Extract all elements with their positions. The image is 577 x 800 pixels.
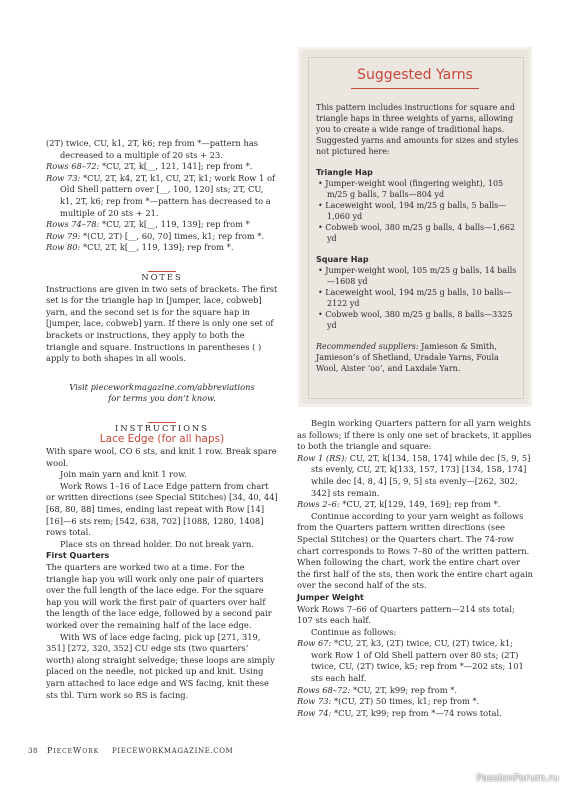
bullet-icon: • — [318, 266, 323, 275]
bullet-icon: • — [318, 179, 323, 188]
paragraph: Work Rows 1–16 of Lace Edge pattern from chart or written directions (see Special Stitches) [34, 40, 44] [68, 80, 88] times, ending last repeat with Row [14] [16]—6 sts rem; [542, 638, 702] [1088, 1280, 1408] rows total. — [46, 480, 278, 538]
list-item: • Laceweight wool, 194 m/25 g balls, 5 balls—1,060 yd — [318, 201, 507, 221]
sidebar-title-rule — [351, 88, 479, 89]
row-instruction: Row 80: *CU, 2T, k[__, 119, 139]; rep from *. — [46, 242, 234, 253]
page-number: 38 — [28, 747, 39, 755]
list-item: • Cobweb wool, 380 m/25 g balls, 8 balls—3325 yd — [318, 310, 513, 330]
paragraph: The quarters are worked two at a time. For the triangle hap you will work only one pair of quarters over the full length of the lace edge. For the square hap you will work the first pair of quarters over half the length of the lace edge, followed by a second pair worked over the remaining half of the lace edge. — [46, 562, 272, 630]
notes-text: Instructions are given in two sets of brackets. The first set is for the triangle hap in [jumper, lace, cobweb] yarn, and the second set is for the square hap in [jumper, lace, cobweb] yarn. If there is only one set of brackets or instructions, they apply to both the triangle and square. Instructions in parentheses ( ) apply to both shapes in all wools. — [46, 283, 278, 364]
first-quarters-heading: First Quarters — [46, 551, 110, 561]
list-item: • Cobweb wool, 380 m/25 g balls, 4 balls—1,662 yd — [318, 223, 516, 243]
continued-row-text: (2T) twice, CU, k1, 2T, k6; rep from *—pattern has decreased to a multiple of 20 sts + 23. — [46, 138, 259, 160]
triangle-hap-heading: Triangle Hap — [316, 168, 373, 177]
paragraph: Continue according to your yarn weight as follows from the Quarters pattern written directions (see Special Stitches) or the Quarters chart. The 74-row chart corresponds to Rows 7–80 of the written pattern. When following the chart, work the entire chart over the first half of the sts, then work the entire chart again over the second half of the sts. — [297, 510, 534, 591]
magazine-name: PieceWork — [46, 746, 100, 755]
paragraph: Place sts on thread holder. Do not break yarn. — [60, 538, 254, 549]
notes-heading: NOTES — [141, 271, 183, 282]
row-instruction: Rows 2–6: *CU, 2T, k[129, 149, 169]; rep from *. — [297, 499, 501, 510]
right-column — [297, 418, 533, 719]
paragraph: With WS of lace edge facing, pick up [271, 319, 351] [272, 320, 352] CU edge sts (two quarters’ worth) along straight selvedge; these loops are simply placed on the needle, not picked up and knit. Using yarn attached to lace edge and WS facing, knit these sts tbl. Turn work so RS is facing. — [46, 631, 275, 700]
paragraph: Continue as follows: — [311, 626, 397, 637]
abbreviations-note: Visit pieceworkmagazine.com/abbreviations for terms you don’t know. — [69, 381, 255, 404]
watermark: PassionForum.ru — [476, 773, 559, 784]
magazine-url: PIECEWORKMAGAZINE.COM — [112, 747, 234, 755]
row-instruction: Row 73: *(CU, 2T) 50 times, k1; rep from *. — [297, 696, 480, 707]
row-instruction: Rows 68–72: *CU, 2T, k[__, 121, 141]; rep from *. — [46, 161, 253, 172]
paragraph: Join main yarn and knit 1 row. — [60, 469, 187, 480]
bullet-icon: • — [318, 288, 323, 297]
row-instruction: Row 79: *(CU, 2T) [__, 60, 70] times, k1; rep from *. — [46, 230, 265, 241]
row-instruction: Row 67: *CU, 2T, k3, (2T) twice, CU, (2T) twice, k1; work Row 1 of Old Shell pattern over 80 sts; (2T) twice, CU, (2T) twice, k5; rep from *—202 sts; 101 sts each half. — [297, 638, 524, 684]
sidebar-body — [316, 102, 520, 374]
instructions-heading: INSTRUCTIONS — [115, 422, 209, 433]
bullet-icon: • — [318, 201, 323, 210]
lace-edge-heading: Lace Edge (for all haps) — [99, 433, 225, 446]
row-instruction: Rows 74–78: *CU, 2T, k[__, 119, 139]; rep from * — [46, 219, 250, 230]
row-instruction: Row 73: *CU, 2T, k4, 2T, k1, CU, 2T, k1; work Row 1 of Old Shell pattern over [__, 100, 120] sts; 2T, CU, k1, 2T, k6; rep from *—pattern has decreased to a multiple of 20 sts + 21. — [46, 172, 276, 218]
left-column — [46, 138, 278, 701]
list-item: • Jumper-weight wool, 105 m/25 g balls, 14 balls—1608 yd — [318, 266, 517, 286]
recommended-suppliers: Recommended suppliers: Jamieson & Smith, Jamieson’s of Shetland, Uradale Yarns, Foula Wool, Aister ‘oo’, and Laxdale Yarn. — [316, 342, 499, 373]
bullet-icon: • — [318, 223, 323, 232]
bullet-icon: • — [318, 310, 323, 319]
row-instruction: Rows 68–72: *CU, 2T, k99; rep from *. — [297, 684, 457, 695]
paragraph: Begin working Quarters pattern for all yarn weights as follows; if there is only one set of brackets, it applies to both the triangle and square: — [297, 418, 532, 452]
paragraph: Work Rows 7–66 of Quarters pattern—214 sts total; 107 sts each half. — [297, 603, 515, 626]
square-hap-heading: Square Hap — [316, 255, 369, 264]
jumper-weight-heading: Jumper Weight — [297, 592, 364, 602]
page-footer — [28, 746, 233, 755]
sidebar-intro: This pattern includes instructions for square and triangle haps in three weights of yarns, allowing you to create a wide range of traditional haps. Suggested yarns and amounts for sizes and styles not pictured here: — [316, 103, 519, 156]
suggested-yarns-sidebar — [298, 47, 532, 407]
row-instruction: Row 1 (RS): CU, 2T, k[134, 158, 174] while dec [5, 9, 5] sts evenly, CU, 2T, k[133, 157, 173] [134, 158, 174] while dec [4, 8, 4] [5, 9, 5] sts evenly—[262, 302, 342] sts remain. — [297, 452, 531, 498]
list-item: • Laceweight wool, 194 m/25 g balls, 10 balls—2122 yd — [318, 288, 512, 308]
list-item: • Jumper-weight wool (fingering weight), 105 m/25 g balls, 7 balls—804 yd — [318, 179, 504, 199]
row-instruction: Row 74: *CU, 2T, k99; rep from *—74 rows total. — [297, 707, 502, 718]
paragraph: With spare wool, CO 6 sts, and knit 1 row. Break spare wool. — [46, 446, 277, 468]
sidebar-title: Suggested Yarns — [357, 67, 473, 83]
